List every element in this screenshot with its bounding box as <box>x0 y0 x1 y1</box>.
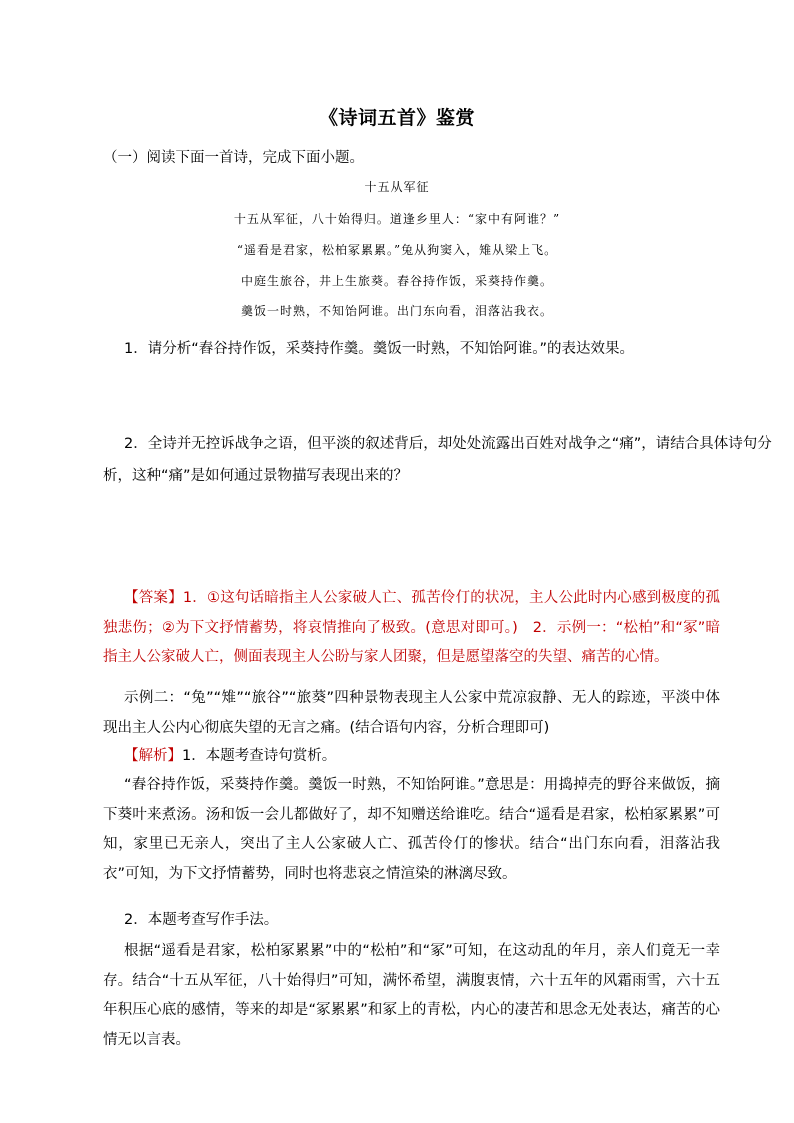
analysis-paragraph-1: “舂谷持作饭，采葵持作羹。羹饭一时熟，不知饴阿谁。”意思是：用捣掉壳的野谷来做饭，摘下葵叶来煮汤。汤和饭一会儿都做好了，却不知赠送给谁吃。结合“遥看是君家，松柏冢累累”可知，家里已无亲人，突出了主人公家破人亡、孤苦伶仃的惨状。结合“出门东向看，泪落沾我衣”可知，为下文抒情蓄势，同时也将悲哀之情渲染的淋漓尽致。 <box>103 777 720 882</box>
circled-two: ② <box>161 619 176 636</box>
answer-label: 【答案】 <box>124 590 183 606</box>
poem-line: 羹饭一时熟，不知饴阿谁。出门东向看，泪落沾我衣。 <box>240 304 553 318</box>
analysis-heading <box>103 742 720 772</box>
answer-block <box>103 584 720 673</box>
question-2-line-1: 2．全诗并无控诉战争之语，但平淡的叙述背后，却处处流露出百姓对战争之“痛”，请结合具体诗句分 <box>124 436 772 452</box>
analysis-point-2: 2．本题考查写作手法。 <box>124 912 279 928</box>
analysis-paragraph-2: 根据“遥看是君家，松柏冢累累”中的“松柏”和“冢”可知，在这动乱的年月，亲人们竟无一幸存。结合“十五从军征，八十始得归”可知，满怀希望，满腹衷情，六十五年的风霜雨雪，六十五年积压心底的感情，等来的却是“冢累累”和冢上的青松，内心的凄苦和思念无处表达，痛苦的心情无以言表。 <box>103 943 720 1048</box>
question-2-line-2: 析，这种“痛”是如何通过景物描写表现出来的？ <box>103 468 409 484</box>
page-title: 《诗词五首》鉴赏 <box>318 107 475 129</box>
analysis-point-1: 1．本题考查诗句赏析。 <box>182 748 337 764</box>
poem-line: 十五从军征，八十始得归。道逢乡里人：“家中有阿谁？” <box>233 212 561 226</box>
analysis-label: 【解析】 <box>124 748 182 764</box>
answer-text-2: 为下文抒情蓄势，将哀情推向了极致。(意思对即可。) 2．示例一：“松柏”和“冢”暗指主人公家破人亡，侧面表现主人公盼与家人团聚，但是愿望落空的失望、痛苦的心情。 <box>103 619 721 665</box>
circled-one: ① <box>206 590 221 606</box>
answer-text-1: 这句话暗指主人公家破人亡、孤苦伶仃的状况，主人公此时内心感到极度的孤独悲伤； <box>103 590 721 636</box>
poem-title: 十五从军征 <box>364 180 430 194</box>
poem-line: “遥看是君家，松柏冢累累。”兔从狗窦入，雉从梁上飞。 <box>236 243 558 257</box>
question-1: 1．请分析“舂谷持作饭，采葵持作羹。羹饭一时熟，不知饴阿谁。”的表达效果。 <box>124 341 634 357</box>
answer-number: 1． <box>182 590 207 606</box>
section-heading: （一）阅读下面一首诗，完成下面小题。 <box>103 150 364 166</box>
answer-example-2: 示例二：“兔”“雉”“旅谷”“旅葵”四种景物表现主人公家中荒凉寂静、无人的踪迹，平淡中体现出主人公内心彻底失望的无言之痛。(结合语句内容，分析合理即可) <box>103 690 720 736</box>
poem-line: 中庭生旅谷，井上生旅葵。舂谷持作饭，采葵持作羹。 <box>240 274 553 288</box>
